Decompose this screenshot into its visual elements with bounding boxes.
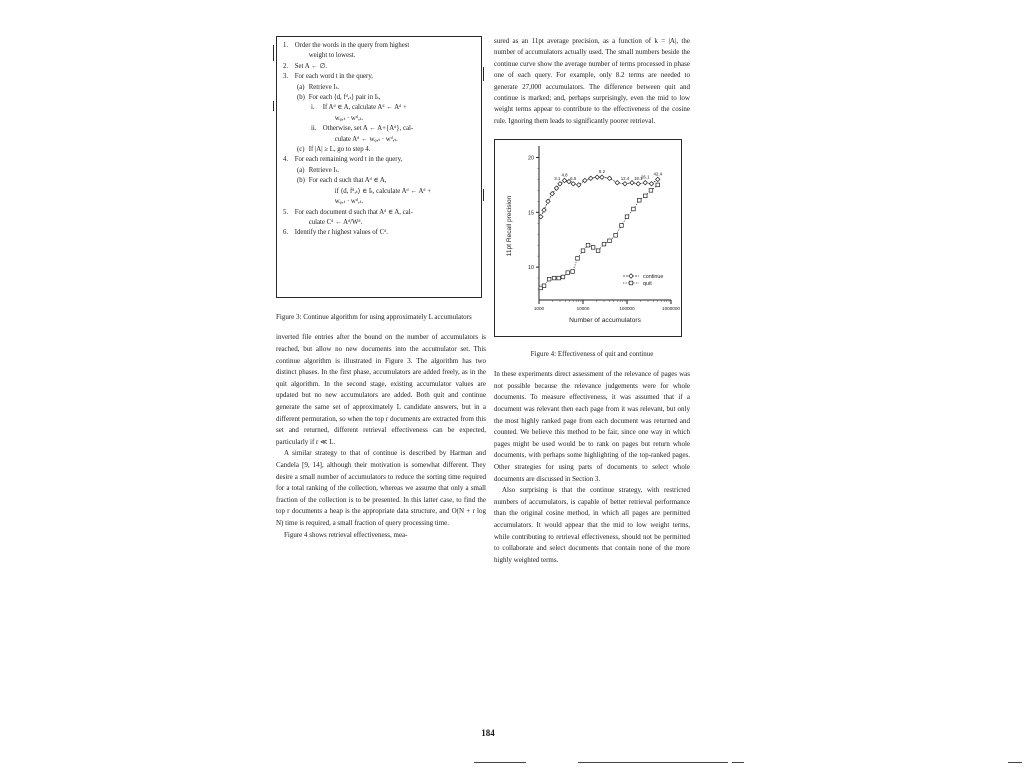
quit-point: [571, 270, 575, 274]
continue-point: [656, 177, 660, 181]
algorithm-step: [283, 228, 475, 238]
quit-point: [561, 275, 565, 279]
step-number: ii.: [311, 125, 317, 133]
algorithm-step: [283, 83, 475, 93]
page-number: 184: [481, 728, 495, 738]
quit-point: [581, 249, 585, 253]
step-text: Order the words in the query from highest: [294, 42, 410, 49]
legend-marker: [629, 281, 633, 285]
data-label: 19.1: [633, 176, 643, 182]
quit-point: [625, 215, 629, 219]
quit-point: [608, 239, 612, 243]
algorithm-step: [283, 155, 475, 165]
legend-marker: [629, 274, 633, 278]
step-text: If Aᵈ ∈ A, calculate Aᵈ ← Aᵈ +: [322, 104, 407, 112]
algorithm-step: [283, 72, 475, 82]
step-text: For each remaining word t in the query,: [294, 156, 403, 164]
step-text: weight to lowest.: [308, 52, 356, 60]
step-number: 4.: [283, 156, 289, 164]
step-text: Set A ← ∅.: [294, 62, 328, 70]
continue-point: [615, 181, 619, 185]
quit-point: [547, 278, 551, 282]
data-label: 6.5: [570, 176, 577, 182]
continue-point: [542, 208, 546, 212]
chart-svg: [495, 140, 681, 336]
x-axis-label: Number of accumulators: [569, 317, 641, 325]
quit-point: [557, 277, 561, 281]
continue-point: [649, 182, 653, 186]
continue-point: [595, 175, 599, 179]
algorithm-step: [283, 218, 475, 228]
algorithm-step: [283, 187, 475, 197]
figure-4-caption: Figure 4: Effectiveness of quit and continue: [530, 350, 654, 359]
step-number: 1.: [283, 42, 289, 49]
data-label: 26.1: [640, 174, 650, 180]
left-column: [276, 36, 486, 541]
continue-point: [623, 182, 627, 186]
y-tick-label: 10: [528, 265, 534, 272]
quit-point: [542, 284, 546, 288]
step-number: 6.: [283, 229, 289, 237]
right-body-text: [494, 369, 690, 566]
algorithm-step: [283, 114, 475, 124]
algorithm-step: [283, 208, 475, 218]
algorithm-box: [276, 36, 482, 298]
x-tick-label: 1000: [533, 306, 545, 312]
paragraph: Also surprising is that the continue strategy, with restricted numbers of accumulators, is capable of better retrieval performance than the original cosine method, in which all pages are permitted accumulators. It would appear that the mid to low weight terms, while contributing to retrieval effectiveness, should not be permitted to collaborate and select documents that contain none of the more highly weighted terms.: [494, 486, 690, 564]
right-column: [494, 36, 690, 566]
step-text: Otherwise, set A ← A+{Aᵈ}, cal-: [322, 125, 414, 133]
legend-label: quit: [643, 281, 652, 288]
quit-point: [656, 183, 660, 187]
continue-point: [600, 175, 604, 179]
paragraph: A similar strategy to that of continue is described by Harman and Candela [9, 14], although their motivation is somewhat different. They desire a small number of accumulators to reduce the sorting time required for a total ranking of the collection, whereas we assume that only a small fraction of the collection is to be presented. In this latter case, to find the top r documents a heap is the appropriate data structure, and O(N + r log N) time is required, a small fraction of query processing time.: [276, 449, 486, 527]
algorithm-steps: [283, 41, 475, 239]
footer-rule: [732, 762, 744, 763]
algorithm-step: [283, 145, 475, 155]
step-number: 5.: [283, 208, 289, 216]
step-text: For each d such that Aᵈ ∈ A,: [308, 177, 387, 185]
data-label: 42.4: [653, 171, 663, 177]
x-tick-label: 10000: [576, 306, 590, 312]
quit-point: [637, 199, 641, 203]
continue-point: [636, 182, 640, 186]
x-tick-label: 1000000: [662, 306, 680, 312]
margin-mark: [273, 101, 274, 111]
quit-point: [614, 234, 618, 238]
step-text: For each word t in the query,: [294, 73, 373, 81]
y-tick-label: 20: [528, 155, 534, 162]
quit-point: [649, 189, 653, 193]
step-text: culate Aᵈ ← wᵩ,ₜ · wᵈ,ₜ.: [334, 135, 398, 143]
step-text: For each document d such that Aᵈ ∈ A, cal-: [294, 208, 413, 216]
paragraph: inverted file entries after the bound on the number of accumulators is reached, but allow no new documents into the accumulator set. This continue algorithm is illustrated in Figure 3. The algorithm has two distinct phases. In the first phase, accumulators are added freely, as in the quit algorithm. In the second stage, existing accumulator values are updated but no new accumulators are added. Both quit and continue generate the same set of approximately L candidate answers, but in a different permutation, so when the top r documents are extracted from this set and returned, different retrieval effectiveness can be expected, particularly if r ≪ L.: [276, 333, 486, 446]
continue-point: [562, 179, 566, 183]
data-label: 12.4: [620, 176, 630, 182]
step-text: If |A| ≥ L, go to step 4.: [308, 146, 371, 154]
algorithm-step: [283, 176, 475, 186]
algorithm-step: [283, 41, 475, 51]
y-axis-label: 11pt Recall precision: [506, 195, 513, 257]
step-number: 3.: [283, 73, 289, 81]
right-intro-text: [494, 36, 690, 127]
quit-point: [591, 246, 595, 250]
paragraph: sured as an 11pt average precision, as a function of k = |A|, the number of accumulators actually used. The small numbers beside the continue curve show the average number of terms processed in phase one of each query. For example, only 8.2 terms are needed to generate 27,000 accumulators. The difference between quit and continue is marked; and, perhaps surprisingly, even the mid to low weight terms appear to contribute to the effectiveness of the cosine rule. Ignoring them leads to significantly poorer retrieval.: [494, 37, 690, 125]
footer-rule: [578, 762, 728, 763]
quit-point: [643, 194, 647, 198]
step-text: if ⟨d, fᵈ,ₜ⟩ ∈ Iₜ, calculate Aᵈ ← Aᵈ +: [334, 187, 432, 195]
step-number: i.: [311, 104, 315, 112]
algorithm-step: [283, 103, 475, 113]
continue-point: [546, 199, 550, 203]
data-label: 4.8: [561, 172, 568, 178]
step-number: (a): [297, 166, 305, 174]
continue-point: [571, 182, 575, 186]
y-tick-label: 15: [528, 210, 534, 217]
quit-point: [602, 243, 606, 247]
quit-point: [632, 207, 636, 211]
quit-point: [596, 249, 600, 253]
algorithm-step: [283, 124, 475, 134]
margin-mark: [483, 67, 484, 81]
algorithm-step: [283, 197, 475, 207]
algorithm-step: [283, 135, 475, 145]
continue-point: [607, 176, 611, 180]
paragraph: Figure 4 shows retrieval effectiveness, mea-: [284, 530, 408, 539]
step-text: Identify the r highest values of Cᵈ.: [294, 229, 388, 237]
step-text: culate Cᵈ ← Aᵈ/Wᵈ.: [308, 218, 363, 226]
left-body-text: [276, 332, 486, 541]
algorithm-step: [283, 51, 475, 61]
quit-point: [586, 244, 590, 248]
paragraph: In these experiments direct assessment of the relevance of pages was not possible because the relevance judgements were for whole documents. To measure effectiveness, it was assumed that if a document was relevant then each page from it was relevant, but only the most highly ranked page from each document was returned and counted. We believe this method to be fair, since one way in which pages might be used would be to rank on pages but return whole documents, with perhaps some highlighting of the top-ranked pages. Other strategies for using parts of documents to select whole documents are discussed in Section 3.: [494, 370, 690, 483]
figure-3-caption: Figure 3: Continue algorithm for using approximately L accumulators: [276, 313, 472, 321]
figure-4-chart: [494, 139, 682, 337]
margin-mark: [273, 45, 274, 61]
footer-rule: [1008, 762, 1022, 763]
continue-point: [643, 181, 647, 185]
algorithm-step: [283, 93, 475, 103]
step-text: For each ⟨d, fᵈ,ₜ⟩ pair in Iₜ,: [308, 94, 381, 102]
step-text: Retrieve Iₜ.: [308, 166, 340, 174]
continue-point: [630, 181, 634, 185]
step-number: 2.: [283, 62, 289, 70]
step-number: (b): [297, 94, 305, 102]
step-number: (b): [297, 177, 305, 185]
quit-point: [620, 224, 624, 228]
step-text: wᵩ,ₜ · wᵈ,ₜ.: [334, 198, 364, 206]
quit-point: [576, 257, 580, 261]
step-number: (a): [297, 83, 305, 91]
x-tick-label: 100000: [619, 306, 635, 312]
data-label: 3.1: [554, 176, 561, 182]
data-label: 8.2: [598, 169, 606, 175]
margin-mark: [483, 189, 484, 201]
legend-label: continue: [643, 274, 664, 281]
step-number: (c): [297, 146, 305, 154]
quit-point: [552, 277, 556, 281]
step-text: Retrieve Iₜ.: [308, 83, 340, 91]
continue-point: [589, 176, 593, 180]
algorithm-step: [283, 166, 475, 176]
step-text: wᵩ,ₜ · wᵈ,ₜ.: [334, 114, 364, 122]
algorithm-step: [283, 62, 475, 72]
quit-point: [566, 271, 570, 275]
footer-rule: [474, 762, 526, 763]
